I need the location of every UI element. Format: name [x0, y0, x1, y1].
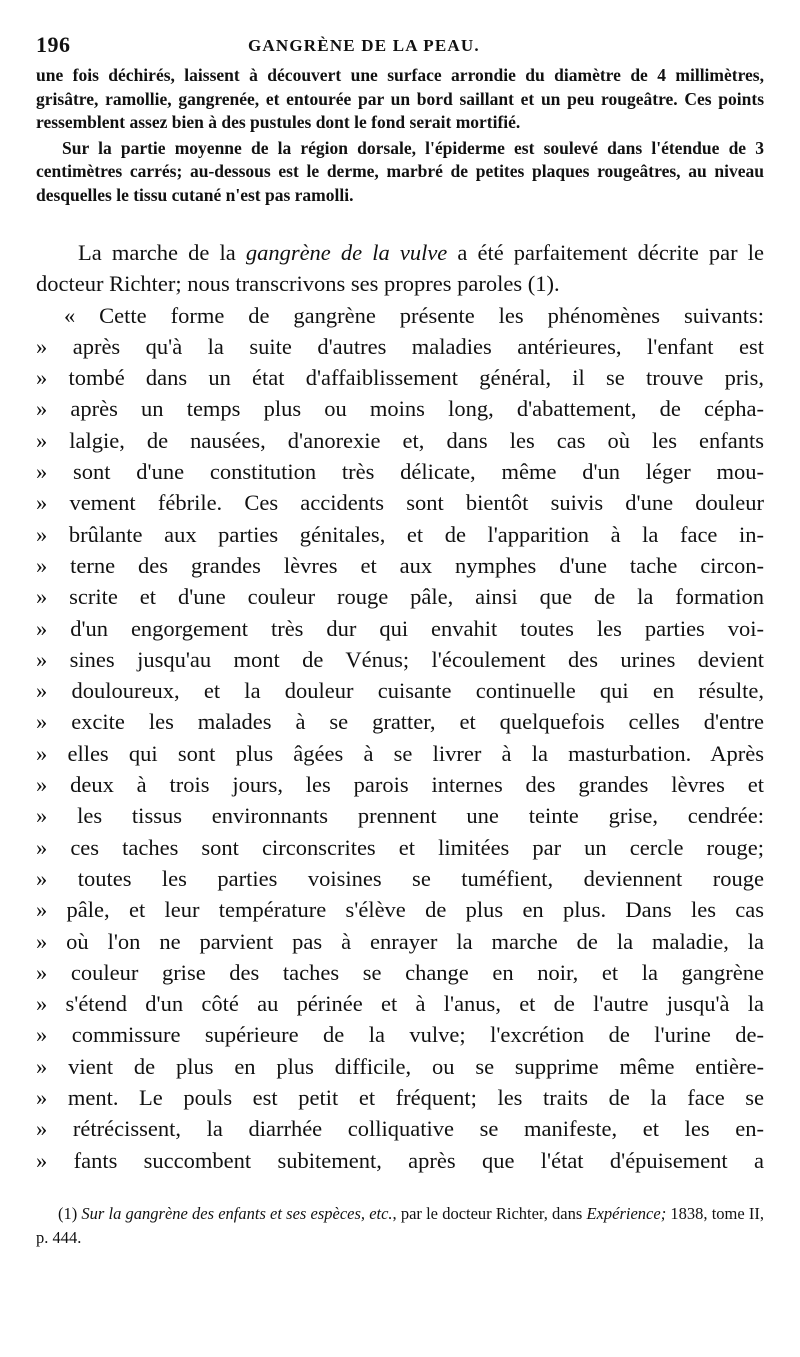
quote-line: » toutes les parties voisines se tuméfient, deviennent rouge [36, 865, 764, 891]
quote-line: » sines jusqu'au mont de Vénus; l'écoulement des urines devient [36, 646, 764, 672]
case-paragraph-2: Sur la partie moyenne de la région dorsale, l'épiderme est soulevé dans l'étendue de 3 centimètres carrés; au-dessous est le derme, marbré de petites plaques rougeâtres, au niveau desquelles le tissu cutané n'est pas ramolli. [36, 137, 764, 205]
footnote-marker: (1) [58, 1203, 82, 1223]
quote-line: » vement fébrile. Ces accidents sont bientôt suivis d'une douleur [36, 490, 764, 516]
intro-italic: gangrène de la vulve [245, 240, 448, 265]
quote-line: » ment. Le pouls est petit et fréquent; les traits de la face se [36, 1085, 764, 1111]
quote-line: » excite les malades à se gratter, et quelquefois celles d'entre [36, 709, 764, 735]
quote-line: » lalgie, de nausées, d'anorexie et, dans les cas où les enfants [36, 427, 764, 453]
footnote [36, 1202, 764, 1250]
quote-line: » brûlante aux parties génitales, et de l'apparition à la face in- [36, 521, 764, 547]
quote-line: » s'étend d'un côté au périnée et à l'anus, et de l'autre jusqu'à la [36, 991, 764, 1017]
quote-line: » après un temps plus ou moins long, d'abattement, de cépha- [36, 396, 764, 422]
quotation-block [36, 300, 764, 1176]
running-title: GANGRÈNE DE LA PEAU. [248, 36, 480, 55]
quote-line: » tombé dans un état d'affaiblissement général, il se trouve pris, [36, 365, 764, 391]
quote-line: » commissure supérieure de la vulve; l'excrétion de l'urine de- [36, 1022, 764, 1048]
quote-line: » elles qui sont plus âgées à se livrer à la masturbation. Après [36, 740, 764, 766]
quote-line: » fants succombent subitement, après que l'état d'épuisement a [36, 1147, 764, 1173]
footnote-mid: , par le docteur Richter, dans [392, 1203, 587, 1223]
book-page [36, 28, 764, 1266]
quote-line: » d'un engorgement très dur qui envahit toutes les parties voi- [36, 615, 764, 641]
page-number: 196 [36, 32, 71, 57]
quote-line: « Cette forme de gangrène présente les phénomènes suivants: [64, 302, 764, 328]
quote-line: » sont d'une constitution très délicate, même d'un léger mou- [36, 459, 764, 485]
quote-line: » pâle, et leur température s'élève de plus en plus. Dans les cas [36, 897, 764, 923]
quote-line: » deux à trois jours, les parois internes des grandes lèvres et [36, 772, 764, 798]
page-header [36, 28, 764, 64]
case-paragraph-1: une fois déchirés, laissent à découvert une surface arrondie du diamètre de 4 millimètres, grisâtre, ramollie, gangrenée, et entourée par un bord saillant et un peu rougeâtre. Ces points ressemblent assez bien à des pustules dont le fond serait mortifié. [36, 65, 764, 132]
quote-line: » vient de plus en plus difficile, ou se supprime même entière- [36, 1053, 764, 1079]
quote-line: » terne des grandes lèvres et aux nymphes d'une tache circon- [36, 552, 764, 578]
quote-line: » où l'on ne parvient pas à enrayer la marche de la maladie, la [36, 928, 764, 954]
intro-before: La marche de la [78, 240, 246, 265]
quote-line: » ces taches sont circonscrites et limitées par un cercle rouge; [36, 834, 764, 860]
quote-line: » douloureux, et la douleur cuisante continuelle qui en résulte, [36, 678, 764, 704]
footnote-after: 1838, tome II, p. 444. [36, 1203, 764, 1247]
intro-paragraph [36, 237, 764, 300]
footnote-source: Expérience; [586, 1203, 667, 1223]
quote-line: » couleur grise des taches se change en noir, et la gangrène [36, 959, 764, 985]
quote-line: » rétrécissent, la diarrhée colliquative se manifeste, et les en- [36, 1116, 764, 1142]
quote-line: » les tissus environnants prennent une teinte grise, cendrée: [36, 803, 764, 829]
quote-line: » après qu'à la suite d'autres maladies antérieures, l'enfant est [36, 333, 764, 359]
intro-after: a été parfaitement décrite par le docteur Richter; nous transcrivons ses propres paroles (1). [36, 240, 764, 297]
quote-line: » scrite et d'une couleur rouge pâle, ainsi que de la formation [36, 584, 764, 610]
footnote-title: Sur la gangrène des enfants et ses espèces, etc. [81, 1203, 393, 1223]
